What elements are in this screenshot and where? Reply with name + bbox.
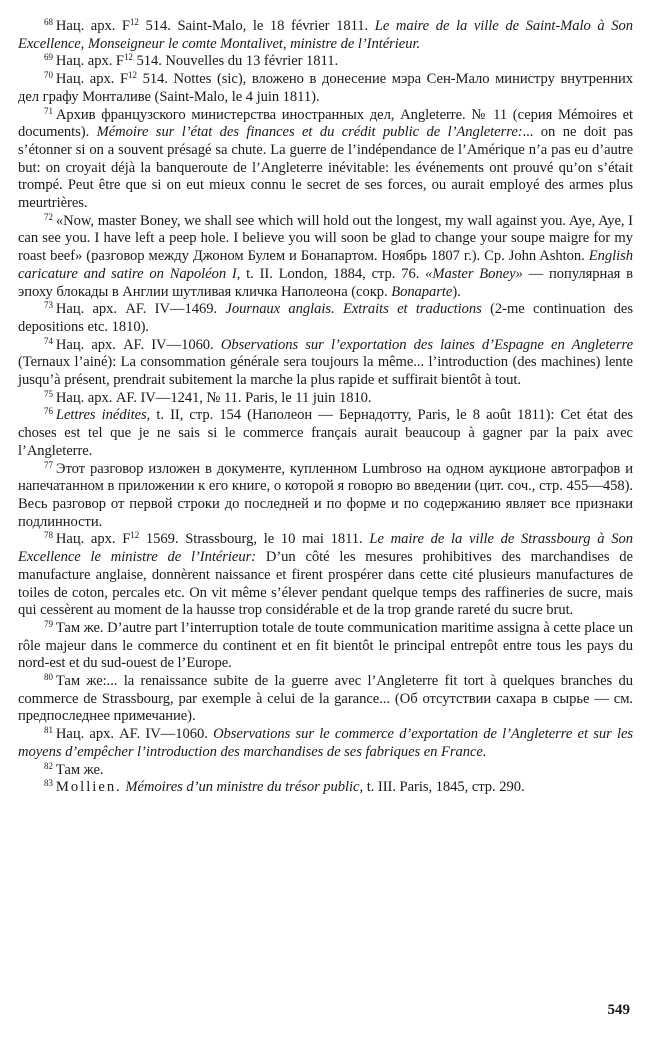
superscript-text: 12 [128, 70, 137, 81]
footnote [18, 71, 633, 106]
italic-text: Mémoires d’un ministre du trésor public, [125, 779, 364, 796]
footnote-text: Нац. арх. F [55, 531, 131, 548]
footnote-text: Этот разговор изложен в документе, купленном Lumbroso на одном аукционе автографов и напечатанном в приложении к его книге, о которой я говорю во введении (цит. соч., стр. 455—458). Весь разговор от первой строки до последней и по форме и по содержанию являет все признаки подлинности. [18, 460, 633, 530]
footnote-number: 81 [44, 725, 53, 736]
footnote [18, 726, 633, 761]
footnote [18, 531, 633, 620]
footnote-number: 78 [44, 530, 53, 541]
italic-text: English caricature and satire on Napoléon I, [18, 248, 633, 282]
footnote-text: 514. Nouvelles du 13 février 1811. [132, 53, 339, 70]
italic-text: Le maire de la ville de Saint-Malo à Son Excellence, Monseigneur le comte Montalivet, ministre de l’Intérieur. [18, 18, 633, 52]
footnote [18, 620, 633, 673]
footnote-number: 83 [44, 778, 53, 789]
footnote [18, 673, 633, 726]
footnote-number: 77 [44, 459, 53, 470]
footnote-text: «Now, master Boney, we shall see which will hold out the longest, my wall against you. Aye, Aye, I can see you. I have left a peep hole. I believe you will soon be glad to change your soupe maigre for my roast beef» (разговор между Джоном Булем и Бонапартом. Ноябрь 1807 г.). Ср. John Ashton. [18, 212, 633, 265]
footnote-text: (Ternaux l’ainé): La consommation générale sera toujours la même... l’introduction (des machines) lente jusqu’à présent, prendrait subitement la marche la plus rapide et suffirait bientôt à tout. [18, 354, 633, 389]
footnote-text: t. II, стр. 154 (Наполеон — Бернадотту, Paris, le 8 août 1811): Cet état des choses est tel que je ne sais si le commerce français aurait beaucoup à gagner par la paix avec l’Angleterre. [18, 407, 633, 459]
footnote-text: t. II. London, 1884, стр. 76. [240, 265, 426, 282]
footnote [18, 461, 633, 532]
footnote-text: D’un côté les mesures prohibitives des marchandises de manufacture anglaise, donnèrent naissance et firent prospérer dans cette cité plusieurs manufactures de toiles de coton, percales etc. On vit même s’élever pendant quelque temps des raffineries de sucre, mais qui cessèrent au moment de la hausse trop considérable et de la trop grande rareté du sucre brut. [18, 549, 633, 619]
footnote-text: — популярная в эпоху блокады в Англии шутливая кличка Наполеона (сокр. [18, 265, 634, 300]
spaced-author-name: Mollien. [55, 779, 122, 796]
footnote-number: 80 [44, 672, 53, 683]
footnote-text: t. III. Paris, 1845, стр. 290. [363, 779, 525, 796]
italic-text: Bonaparte [391, 283, 453, 300]
footnote [18, 213, 633, 302]
italic-text: Observations sur l’exportation des laines d’Espagne en Angleterre [220, 336, 633, 353]
footnote-text: (2-me continuation des depositions etc. 1810). [18, 301, 633, 335]
footnote [18, 779, 633, 797]
footnote-number: 71 [44, 105, 53, 116]
footnote-text: Нац. арх. AF. IV—1469. [55, 301, 226, 318]
footnote-number: 68 [44, 17, 53, 27]
footnote-text: Там же:... la renaissance subite de la guerre avec l’Angleterre fit tort à quelques branches du commerce de Strassbourg, par exemple à celui de la garance... (Об отсутствии сахара в сырье — см. предпоследнее примечание). [18, 673, 633, 725]
superscript-text: 12 [129, 17, 139, 27]
footnote-text: 514. Saint-Malo, le 18 février 1811. [138, 18, 375, 34]
footnotes-list [18, 18, 633, 797]
footnote-text: 1569. Strassbourg, le 10 mai 1811. [139, 531, 370, 548]
footnote-number: 76 [44, 406, 53, 417]
superscript-text: 12 [123, 52, 133, 63]
footnotes-page [18, 18, 633, 797]
footnote-text: Архив французского министерства иностранных дел, Angleterre. № 11 (серия Mémoires et documents). [18, 106, 633, 141]
italic-text: «Master Boney» [425, 265, 523, 282]
footnote [18, 337, 633, 390]
footnote [18, 762, 633, 780]
italic-text: Journaux anglais. Extraits et traductions [225, 301, 482, 318]
footnote-number: 73 [44, 300, 53, 311]
footnote-text: ... on ne doit pas s’étonner si on a souvent présagé sa chute. La guerre de l’indépendance de l’Amérique n’a pas eu d’autre but: on croyait déjà la banqueroute de l’Angleterre inévitable: les événements ont prouvé qu’on s’était trompé. Peut être que si on eut mieux connu le secret de ses forces, ou aurait employé des armes plus meurtrières. [18, 124, 633, 212]
footnote [18, 390, 633, 408]
footnote-text: 514. Nottes (sic), вложено в донесение мэра Сен-Мало министру внутренних дел графу Монталиве (Saint-Malo, le 4 juin 1811). [18, 71, 634, 105]
footnote [18, 18, 633, 53]
footnote-number: 69 [44, 52, 53, 63]
footnote-text: Нац. арх. F [55, 18, 130, 34]
italic-text: Observations sur le commerce d’exportation de l’Angleterre et sur les moyens d’empêcher l’introduction des marchandises de ses fabriques en France. [18, 726, 634, 760]
superscript-text: 12 [130, 530, 140, 541]
footnote [18, 407, 633, 460]
footnote [18, 301, 633, 336]
footnote-number: 79 [44, 618, 53, 629]
footnote-number: 82 [44, 760, 53, 771]
footnote-number: 72 [44, 211, 53, 222]
italic-text: Lettres inédites, [55, 407, 151, 424]
footnote [18, 107, 633, 213]
footnote-text: Там же. D’autre part l’interruption totale de toute communication maritime assigna à cette place un rôle majeur dans le commerce du continent et en fit bientôt le principal entrepôt entre tous les pays du nord-est et du sud-ouest de l’Europe. [18, 619, 633, 672]
footnote [18, 53, 633, 71]
italic-text: Le maire de la ville de Strassbourg à Son Excellence le ministre de l’Intérieur: [18, 531, 633, 566]
footnote-number: 74 [44, 335, 53, 346]
italic-text: Mémoire sur l’état des finances et du crédit public de l’Angleterre: [96, 124, 523, 141]
footnote-number: 75 [44, 388, 53, 399]
footnote-text: Нац. арх. F [55, 53, 124, 70]
footnote-number: 70 [44, 70, 53, 81]
footnote-text: Нац. арх. AF. IV—1060. [55, 726, 214, 743]
footnote-text: Там же. [55, 761, 104, 778]
footnote-text: Нац. арх. AF. IV—1241, № 11. Paris, le 11 juin 1810. [55, 389, 372, 406]
page-number: 549 [607, 1002, 630, 1018]
footnote-text: Нац. арх. AF. IV—1060. [55, 336, 221, 353]
footnote-text: ). [452, 283, 461, 300]
footnote-text: Нац. арх. F [55, 71, 129, 88]
